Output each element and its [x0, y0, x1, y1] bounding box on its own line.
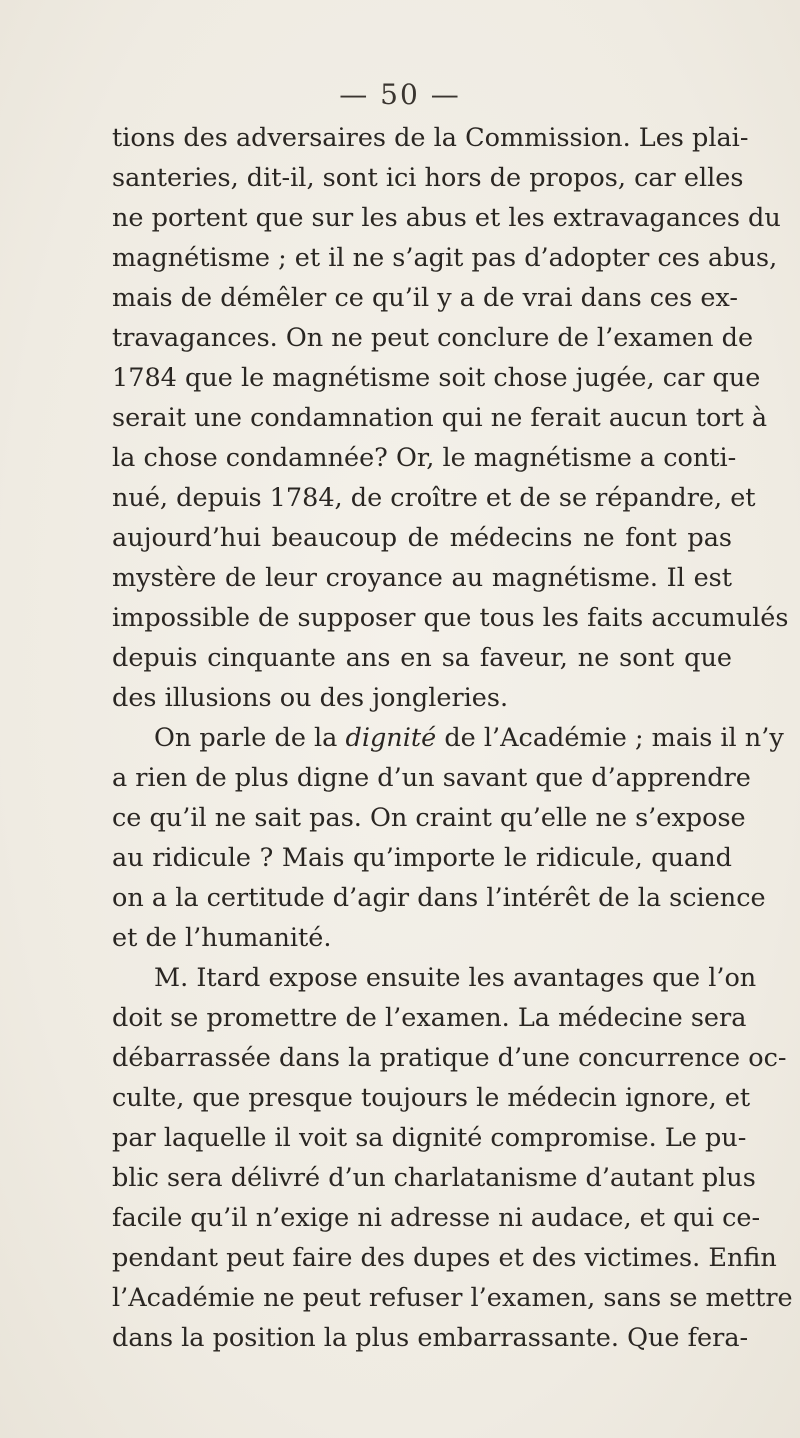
text-line: 1784 que le magnétisme soit chose jugée, car que — [112, 363, 761, 393]
text-line: ce qu’il ne sait pas. On craint qu’elle ne s’expose — [112, 803, 746, 833]
text-line: aujourd’hui beaucoup de médecins ne font pas — [112, 523, 732, 553]
text-line: des illusions ou des jongleries. — [112, 683, 509, 713]
text-line: M. Itard expose ensuite les avantages que l’on — [154, 963, 757, 993]
text-run: On parle de la — [154, 723, 346, 753]
text-line-with-italic — [112, 718, 784, 758]
text-line: pendant peut faire des dupes et des victimes. Enfin — [112, 1243, 777, 1273]
text-line: on a la certitude d’agir dans l’intérêt de la science — [112, 883, 766, 913]
text-line: serait une condamnation qui ne ferait aucun tort à — [112, 403, 768, 433]
text-line: la chose condamnée? Or, le magnétisme a conti- — [112, 443, 737, 473]
text-line: blic sera délivré d’un charlatanisme d’autant plus — [112, 1163, 756, 1193]
text-line: au ridicule ? Mais qu’importe le ridicule, quand — [112, 843, 732, 873]
text-run: de l’Académie ; mais il n’y — [436, 723, 784, 753]
text-line: impossible de supposer que tous les faits accumulés — [112, 603, 789, 633]
text-line: dans la position la plus embarrassante. Que fera- — [112, 1323, 749, 1353]
text-line: tions des adversaires de la Commission. Les plai- — [112, 123, 749, 153]
text-line: facile qu’il n’exige ni adresse ni audace, et qui ce- — [112, 1203, 761, 1233]
text-line: l’Académie ne peut refuser l’examen, sans se mettre — [112, 1283, 793, 1313]
text-line: et de l’humanité. — [112, 923, 332, 953]
text-line: a rien de plus digne d’un savant que d’apprendre — [112, 763, 751, 793]
text-line: doit se promettre de l’examen. La médecine sera — [112, 1003, 747, 1033]
page-number: — 50 — — [339, 78, 461, 111]
text-line: culte, que presque toujours le médecin ignore, et — [112, 1083, 751, 1113]
text-line: depuis cinquante ans en sa faveur, ne sont que — [112, 643, 732, 673]
text-line: travagances. On ne peut conclure de l’examen de — [112, 323, 754, 353]
text-line: ne portent que sur les abus et les extravagances du — [112, 203, 781, 233]
text-line: mystère de leur croyance au magnétisme. Il est — [112, 563, 732, 593]
text-line: nué, depuis 1784, de croître et de se répandre, et — [112, 483, 756, 513]
text-line: par laquelle il voit sa dignité compromise. Le pu- — [112, 1123, 747, 1153]
italic-word: dignité — [345, 723, 437, 753]
text-line: mais de démêler ce qu’il y a de vrai dans ces ex- — [112, 283, 738, 313]
body-text — [112, 118, 793, 1358]
text-line: débarrassée dans la pratique d’une concurrence oc- — [112, 1043, 787, 1073]
text-line: magnétisme ; et il ne s’agit pas d’adopter ces abus, — [112, 243, 778, 273]
text-line: santeries, dit-il, sont ici hors de propos, car elles — [112, 163, 744, 193]
